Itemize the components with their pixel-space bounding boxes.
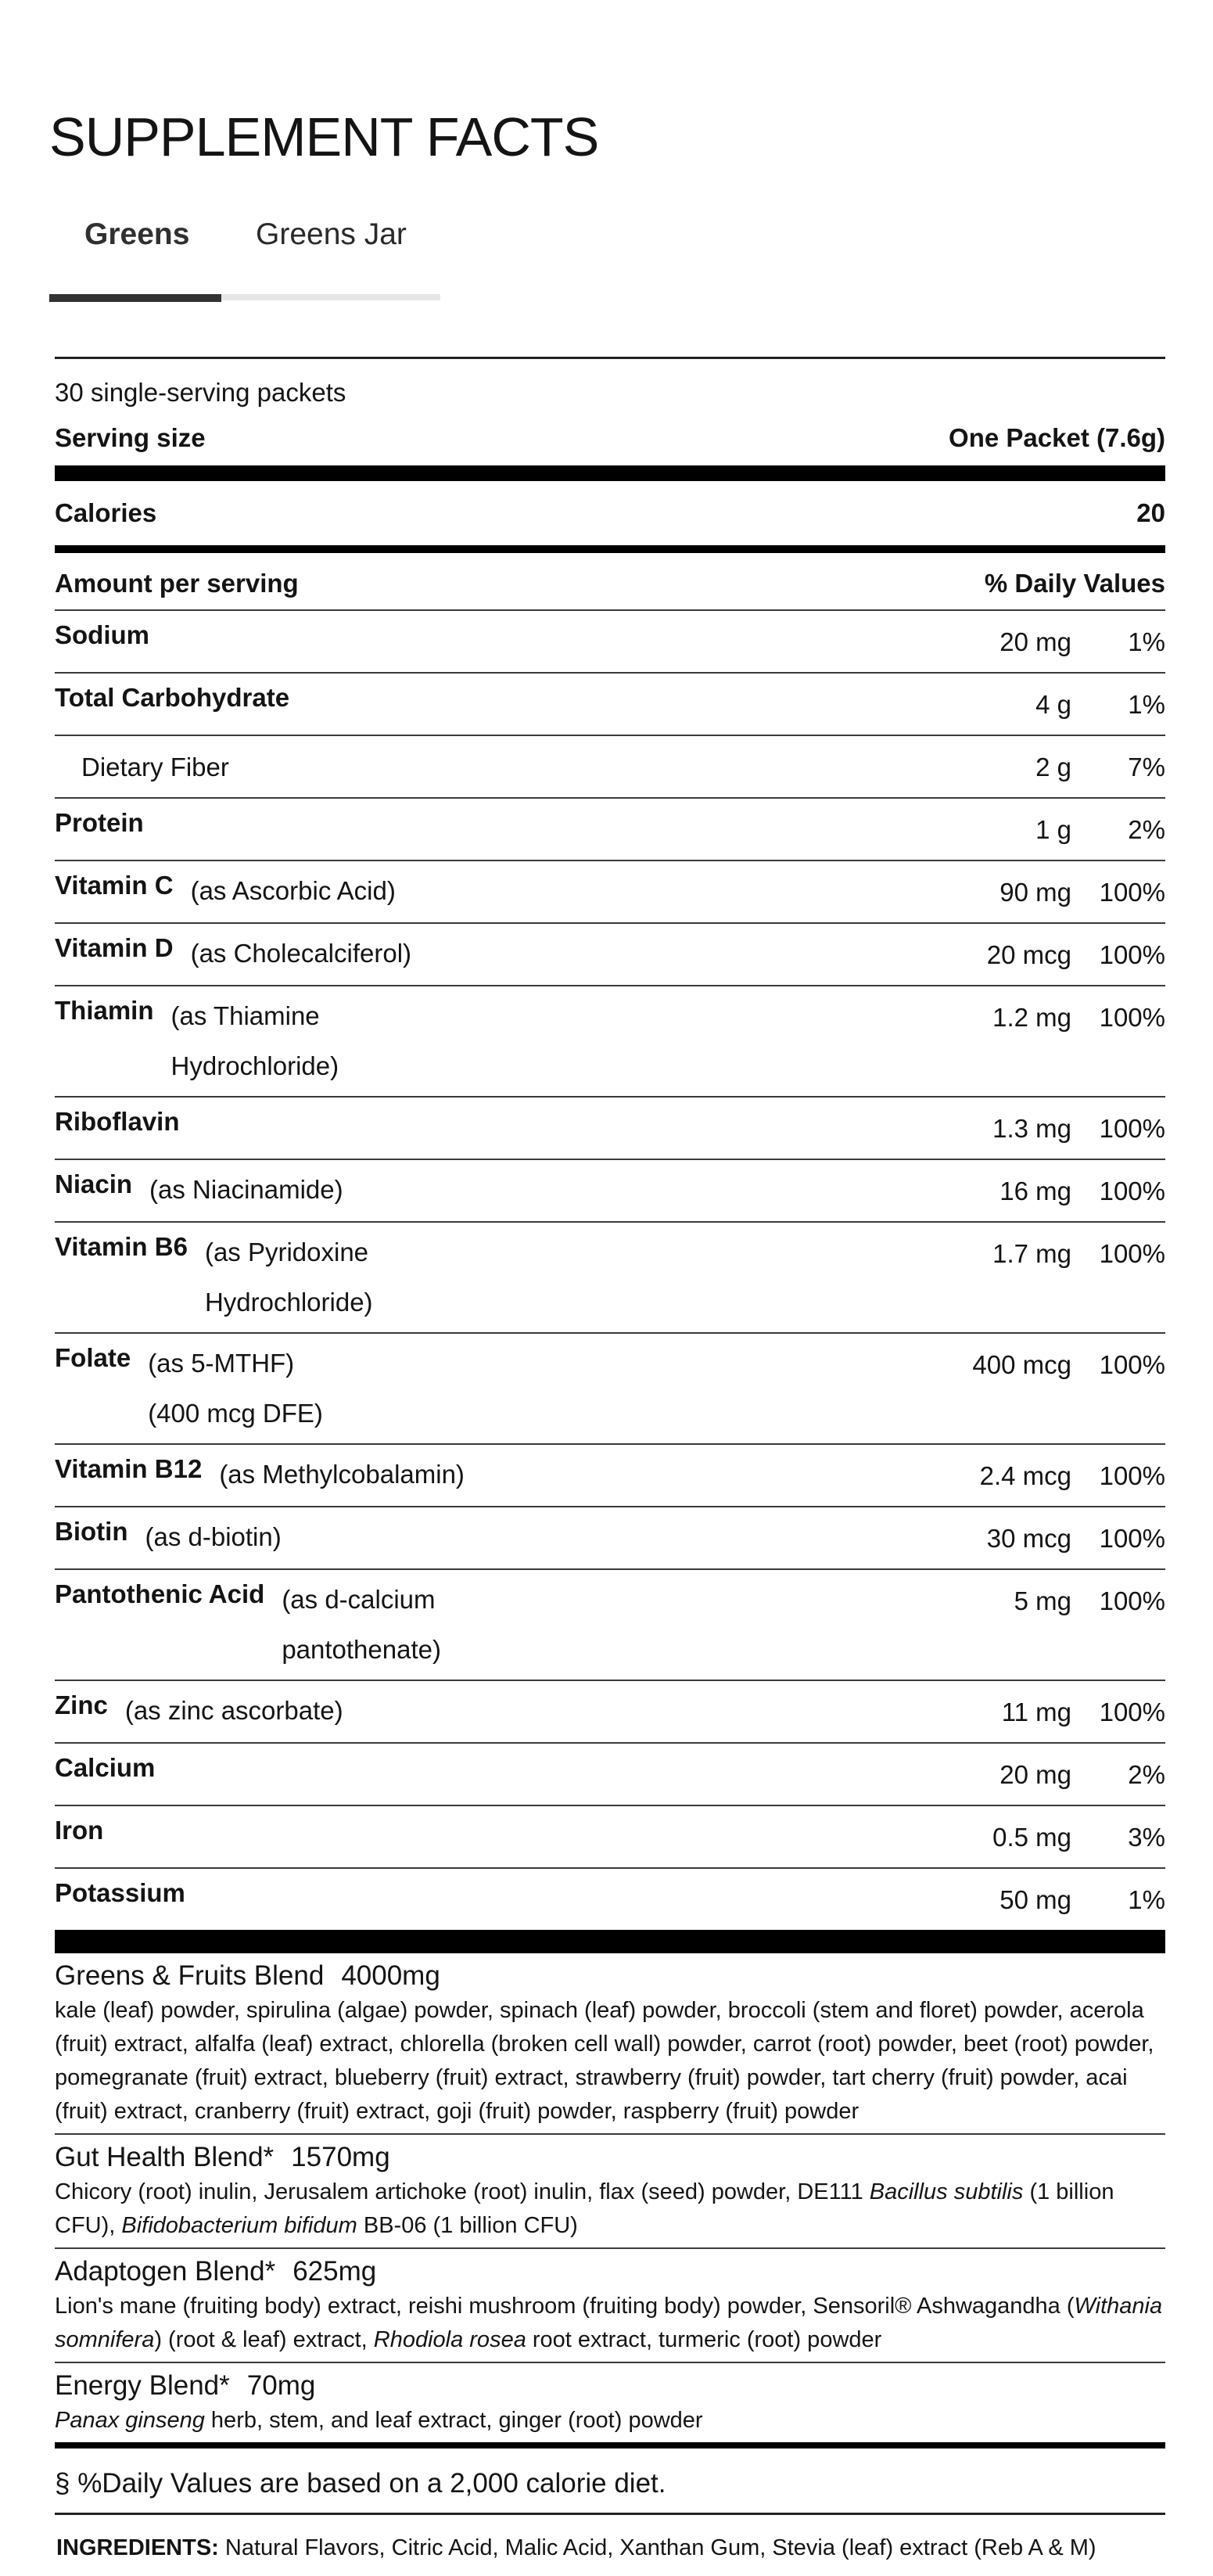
blend-rule (55, 1930, 1165, 1953)
nutrient-values (931, 1514, 1165, 1564)
page-title: SUPPLEMENT FACTS (49, 106, 599, 167)
ingredients-label: INGREDIENTS: (56, 2535, 219, 2560)
blend-species-name: Bifidobacterium bifidum (121, 2213, 357, 2238)
thick-rule (55, 465, 1165, 481)
nutrient-values (931, 868, 1165, 918)
nutrient-source: (as Methylcobalamin) (219, 1460, 465, 1489)
nutrient-amount: 30 mcg (986, 1524, 1071, 1553)
nutrient-daily-value: 1% (1128, 690, 1165, 719)
blend-name: Gut Health Blend* (55, 2142, 275, 2172)
nutrient-row (55, 1744, 1165, 1805)
blend-heading (55, 1958, 1165, 1994)
nutrient-daily-value: 100% (1099, 1239, 1165, 1268)
nutrient-row (55, 611, 1165, 672)
nutrient-name: Niacin (55, 1169, 133, 1198)
blend-amount: 625mg (292, 2256, 377, 2287)
nutrient-name: Iron (55, 1816, 104, 1845)
nutrient-name: Vitamin B12 (55, 1454, 203, 1483)
nutrient-daily-value: 2% (1128, 1760, 1165, 1789)
nutrient-left (55, 1166, 343, 1216)
nutrient-values (931, 1875, 1165, 1925)
nutrient-daily-value: 100% (1099, 940, 1165, 969)
nutrient-daily-value: 100% (1099, 1114, 1165, 1143)
nutrient-name: Biotin (55, 1517, 128, 1546)
nutrient-amount: 20 mg (999, 627, 1071, 656)
nutrient-name: Sodium (55, 620, 149, 649)
nutrient-left (55, 1576, 441, 1675)
nutrient-values (931, 617, 1165, 667)
blend-heading (55, 2368, 1165, 2404)
nutrient-row (55, 736, 1165, 797)
nutrient-daily-value: 100% (1099, 1461, 1165, 1490)
nutrient-source-line: Hydrochloride) (204, 1288, 373, 1317)
nutrient-source: (as Niacinamide) (149, 1175, 343, 1204)
nutrient-source-line: (as Pyridoxine (204, 1238, 369, 1266)
nutrient-row (55, 1806, 1165, 1867)
nutrient-source (148, 1338, 323, 1439)
nutrient-values (931, 1340, 1165, 1439)
calories-value: 20 (1136, 498, 1165, 527)
nutrient-row (55, 1681, 1165, 1742)
daily-value-footnote: § %Daily Values are based on a 2,000 calorie diet. (55, 2468, 666, 2499)
nutrient-left (55, 930, 411, 980)
nutrient-values (931, 993, 1165, 1091)
nutrient-daily-value: 2% (1128, 815, 1165, 844)
nutrient-amount: 1.2 mg (992, 1003, 1071, 1032)
blend-heading (55, 2254, 1165, 2290)
blend-name: Greens & Fruits Blend (55, 1960, 325, 1991)
nutrient-left (55, 1875, 185, 1925)
nutrient-name: Vitamin C (55, 871, 174, 900)
blend-amount: 4000mg (341, 1960, 440, 1991)
blend-name: Energy Blend* (55, 2370, 230, 2401)
blend-text: (1 billion CFU), (55, 2179, 1114, 2238)
product-tabs (49, 211, 440, 305)
blend-section (55, 1953, 1165, 2133)
nutrient-amount: 0.5 mg (992, 1823, 1071, 1852)
nutrient-source-line: pantothenate) (282, 1635, 441, 1664)
nutrient-values (931, 1451, 1165, 1501)
nutrient-name: Vitamin D (55, 933, 174, 962)
nutrient-name: Protein (55, 808, 144, 837)
serving-size-value: One Packet (7.6g) (949, 423, 1165, 452)
nutrient-values (931, 680, 1165, 730)
nutrient-row (55, 861, 1165, 922)
nutrient-left (55, 1451, 465, 1501)
nutrient-source: (as d-biotin) (145, 1522, 282, 1551)
blend-name: Adaptogen Blend* (55, 2256, 276, 2287)
blend-section (55, 2249, 1165, 2362)
nutrient-amount: 5 mg (1014, 1586, 1071, 1615)
blend-section (55, 2363, 1165, 2442)
nutrient-row (55, 674, 1165, 735)
nutrient-values (931, 1813, 1165, 1863)
nutrient-daily-value: 100% (1099, 1698, 1165, 1726)
blend-section (55, 2135, 1165, 2247)
blend-list (55, 1953, 1165, 2442)
nutrient-source-line: (as Thiamine (170, 1001, 320, 1030)
nutrient-row (55, 1160, 1165, 1221)
nutrient-row (55, 924, 1165, 985)
nutrient-row (55, 1223, 1165, 1332)
nutrient-row (55, 986, 1165, 1096)
nutrient-left (55, 1750, 155, 1800)
nutrient-left (55, 617, 149, 667)
blend-contents (55, 1994, 1165, 2129)
nutrient-amount: 4 g (1035, 690, 1071, 719)
ingredients-text: Natural Flavors, Citric Acid, Malic Acid, Xanthan Gum, Stevia (leaf) extract (Reb A & M) (224, 2535, 1096, 2560)
tab-greens[interactable]: Greens (84, 217, 190, 251)
nutrient-left (55, 805, 144, 855)
nutrient-values (931, 742, 1165, 792)
nutrient-row (55, 799, 1165, 860)
servings-per-container: 30 single-serving packets (55, 378, 346, 407)
nutrient-left (55, 1340, 323, 1439)
blend-heading (55, 2139, 1165, 2175)
blend-species-name: Withania somnifera (55, 2294, 1163, 2352)
nutrient-source-line: Hydrochloride) (170, 1051, 339, 1080)
nutrient-amount: 1.3 mg (992, 1114, 1071, 1143)
nutrient-source: (as Cholecalciferol) (190, 939, 412, 968)
blend-species-name: Panax ginseng (55, 2408, 205, 2433)
blend-species-name: Bacillus subtilis (869, 2179, 1024, 2204)
blend-text: ) (root & leaf) extract, (154, 2327, 374, 2352)
nutrient-name: Potassium (55, 1878, 185, 1907)
nutrient-row (55, 1334, 1165, 1443)
nutrient-values (931, 930, 1165, 980)
blend-text: kale (leaf) powder, spirulina (algae) powder, spinach (leaf) powder, broccoli (stem and floret) powder, acerola (fruit) extract, alfalfa (leaf) extract, chlorella (broken cell wall) powder, carrot (root) powder, beet (root) powder, pomegranate (fruit) extract, blueberry (fruit) extract, strawberry (fruit) powder, tart cherry (fruit) powder, acai (fruit) extract, cranberry (fruit) extract, goji (fruit) powder, raspberry (fruit) powder (55, 1998, 1154, 2124)
nutrient-values (931, 1104, 1165, 1154)
nutrient-amount: 11 mg (1001, 1698, 1071, 1726)
nutrient-name: Riboflavin (55, 1107, 180, 1136)
nutrient-daily-value: 1% (1128, 627, 1165, 656)
nutrient-daily-value: 3% (1128, 1823, 1165, 1852)
nutrient-daily-value: 100% (1099, 1586, 1165, 1615)
blend-contents (55, 2404, 1165, 2438)
nutrient-source: (as zinc ascorbate) (124, 1696, 343, 1725)
blend-text: BB-06 (1 billion CFU) (357, 2213, 578, 2238)
nutrient-source (205, 1227, 373, 1328)
nutrient-left (55, 993, 339, 1091)
nutrient-left (55, 1813, 103, 1863)
nutrient-amount: 1.7 mg (992, 1239, 1071, 1268)
nutrient-values (931, 1687, 1165, 1737)
blend-amount: 70mg (246, 2370, 316, 2401)
nutrient-values (931, 1750, 1165, 1800)
nutrient-row (55, 1507, 1165, 1568)
nutrient-source (282, 1575, 441, 1675)
nutrient-amount: 20 mg (999, 1760, 1071, 1789)
nutrient-amount: 400 mcg (972, 1350, 1071, 1379)
nutrient-source (171, 991, 339, 1091)
nutrient-daily-value: 100% (1099, 1003, 1165, 1032)
nutrient-daily-value: 100% (1099, 1177, 1165, 1205)
nutrient-left (55, 680, 289, 730)
blend-amount: 1570mg (291, 2142, 390, 2172)
nutrient-amount: 20 mcg (986, 940, 1071, 969)
nutrient-values (931, 1229, 1165, 1328)
nutrient-name: Calcium (55, 1753, 156, 1782)
nutrient-name: Vitamin B6 (55, 1232, 188, 1261)
nutrient-amount: 2 g (1035, 753, 1071, 781)
nutrient-amount: 2.4 mcg (979, 1461, 1071, 1490)
tab-greens-jar[interactable]: Greens Jar (256, 217, 407, 251)
blend-text: Chicory (root) inulin, Jerusalem artichoke (root) inulin, flax (seed) powder, DE111 (55, 2179, 870, 2204)
nutrient-left (55, 1229, 373, 1328)
calories-row (55, 481, 1165, 545)
nutrient-daily-value: 100% (1099, 1524, 1165, 1553)
blend-text: herb, stem, and leaf extract, ginger (root) powder (204, 2408, 703, 2433)
nutrient-daily-value: 100% (1099, 878, 1165, 907)
blend-text: Lion's mane (fruiting body) extract, reishi mushroom (fruiting body) powder, Sensoril® Ashwagandha ( (55, 2294, 1075, 2319)
nutrient-name: Pantothenic Acid (55, 1579, 265, 1608)
nutrient-values (931, 805, 1165, 855)
nutrient-amount: 1 g (1035, 815, 1071, 844)
facts-panel (55, 357, 1165, 2563)
nutrient-left (55, 742, 229, 792)
daily-values-label: % Daily Values (984, 569, 1165, 598)
calories-label: Calories (55, 498, 157, 527)
nutrient-name: Zinc (55, 1690, 108, 1719)
nutrient-values (931, 1166, 1165, 1216)
amount-per-serving-label: Amount per serving (55, 569, 299, 598)
nutrient-daily-value: 1% (1128, 1885, 1165, 1914)
nutrient-name: Thiamin (55, 996, 154, 1025)
nutrient-row (55, 1098, 1165, 1159)
nutrient-name: Folate (55, 1343, 131, 1372)
ingredients (55, 2515, 1165, 2563)
nutrient-left (55, 1514, 282, 1564)
nutrient-amount: 50 mg (999, 1885, 1071, 1914)
nutrient-left (55, 1104, 180, 1154)
nutrient-source-line: (400 mcg DFE) (148, 1399, 323, 1428)
blend-contents (55, 2290, 1165, 2357)
serving-size-label: Serving size (55, 423, 206, 452)
nutrient-row (55, 1445, 1165, 1506)
nutrient-source-line: (as 5-MTHF) (148, 1349, 295, 1378)
nutrient-left (55, 1687, 343, 1737)
nutrient-source-line: (as d-calcium (282, 1585, 436, 1614)
blend-text: root extract, turmeric (root) powder (526, 2327, 882, 2352)
nutrient-row (55, 1570, 1165, 1680)
nutrient-daily-value: 7% (1128, 753, 1165, 781)
nutrient-row (55, 1869, 1165, 1930)
nutrient-daily-value: 100% (1099, 1350, 1165, 1379)
nutrient-list (55, 609, 1165, 1930)
blend-species-name: Rhodiola rosea (373, 2327, 526, 2352)
nutrient-name: Total Carbohydrate (55, 683, 290, 712)
nutrient-name: Dietary Fiber (81, 753, 229, 781)
calories-rule (55, 545, 1165, 553)
tab-active-indicator (49, 294, 221, 302)
nutrient-values (931, 1576, 1165, 1675)
blend-contents (55, 2175, 1165, 2243)
nutrient-amount: 90 mg (999, 878, 1071, 907)
amount-header-row (55, 553, 1165, 609)
nutrient-amount: 16 mg (999, 1177, 1071, 1205)
footnote-rule (55, 2442, 1165, 2448)
serving-size-row (55, 409, 1165, 465)
nutrient-source: (as Ascorbic Acid) (190, 876, 396, 905)
nutrient-left (55, 868, 396, 918)
